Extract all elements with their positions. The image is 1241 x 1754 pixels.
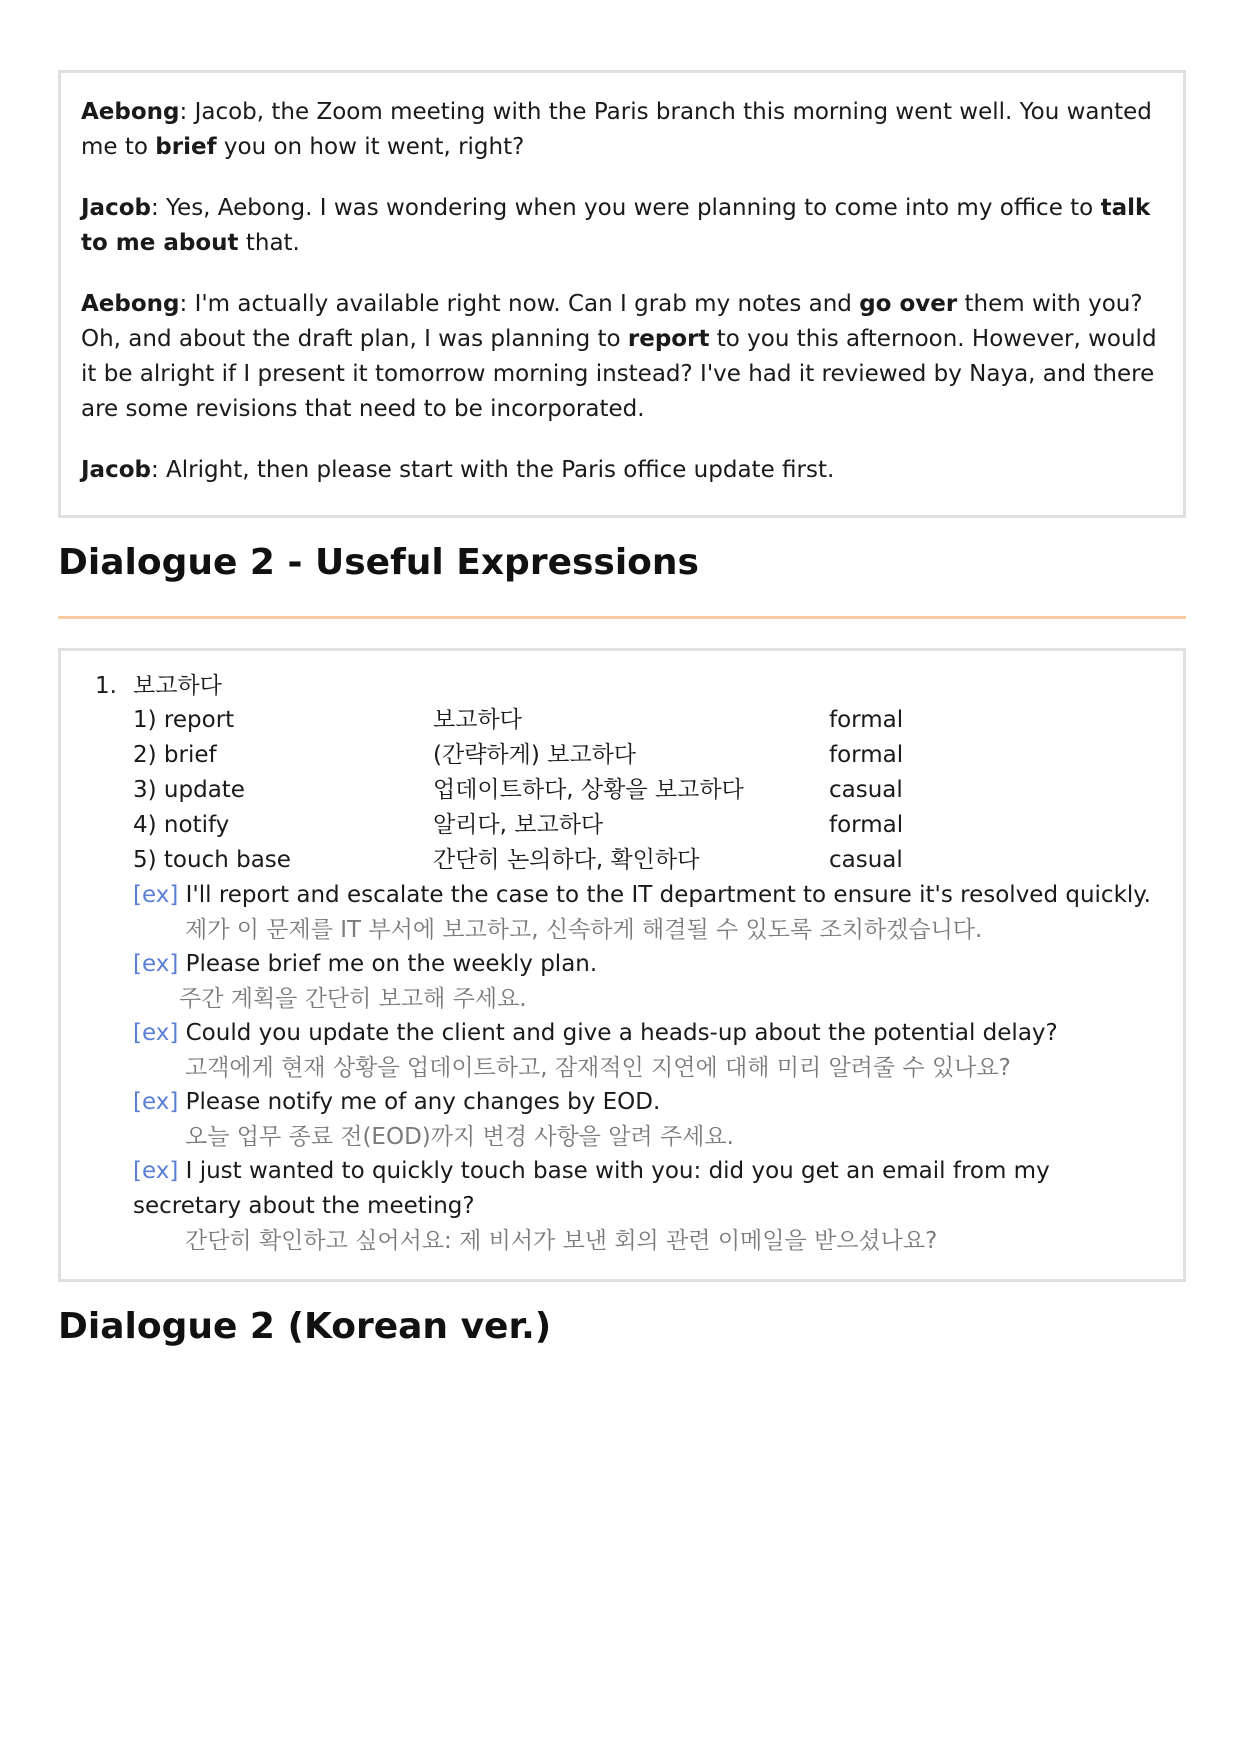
dialogue-text: to you this afternoon. However, would it be alright if I present it tomorrow morning instead? I've had it reviewed by Naya, and there are some revisions that need to be incorporated. [81, 326, 1157, 422]
key-phrase: brief [155, 134, 217, 160]
expression-heading [81, 669, 1163, 703]
expression-register: formal [829, 812, 904, 838]
example-sentence [133, 878, 1163, 947]
example-english: Please brief me on the weekly plan. [185, 951, 598, 977]
dialogue-text: that. [238, 230, 300, 256]
example-sentence [133, 1154, 1163, 1258]
expression-korean: 간단히 논의하다, 확인하다 [433, 847, 700, 873]
examples-list [81, 878, 1163, 1258]
expression-english: 5) touch base [133, 847, 291, 873]
example-korean: 간단히 확인하고 싶어서요: 제 비서가 보낸 회의 관련 이메일을 받으셨나요? [185, 1228, 938, 1254]
dialogue-text: : Yes, Aebong. I was wondering when you were planning to come into my office to [150, 195, 1101, 221]
expression-register: formal [829, 707, 904, 733]
section-title: Dialogue 2 - Useful Expressions [58, 542, 699, 583]
expression-row [133, 738, 1163, 773]
dialogue-line [81, 191, 1163, 261]
dialogue-text: : I'm actually available right now. Can I grab my notes and [179, 291, 860, 317]
section-divider [58, 616, 1186, 619]
expression-register: casual [829, 777, 903, 803]
example-english: Please notify me of any changes by EOD. [185, 1089, 661, 1115]
example-english: Could you update the client and give a heads-up about the potential delay? [185, 1020, 1058, 1046]
key-phrase: talk to me about [81, 195, 1151, 256]
example-sentence [133, 1085, 1163, 1154]
dialogue-line [81, 95, 1163, 165]
expression-row [133, 808, 1163, 843]
dialogue-box [58, 70, 1186, 518]
expression-korean: 알리다, 보고하다 [433, 812, 604, 838]
expression-korean: (간략하게) 보고하다 [433, 742, 637, 768]
expressions-box [58, 648, 1186, 1282]
example-english: I just wanted to quickly touch base with you: did you get an email from my secretary about the meeting? [133, 1158, 1050, 1219]
example-korean: 고객에게 현재 상황을 업데이트하고, 잠재적인 지연에 대해 미리 알려줄 수 있나요? [185, 1055, 1011, 1081]
dialogue-text: : Jacob, the Zoom meeting with the Paris branch this morning went well. You wanted me to [81, 99, 1152, 160]
expression-register: formal [829, 742, 904, 768]
speaker-name: Jacob [81, 195, 151, 221]
dialogue-text: you on how it went, right? [216, 134, 525, 160]
example-korean: 제가 이 문제를 IT 부서에 보고하고, 신속하게 해결될 수 있도록 조치하겠습니다. [185, 917, 983, 943]
example-tag: [ex] [133, 1020, 179, 1046]
example-korean: 주간 계획을 간단히 보고해 주세요. [179, 986, 527, 1012]
dialogue-text: : Alright, then please start with the Paris office update first. [150, 457, 835, 483]
dialogue-text: them with you? Oh, and about the draft plan, I was planning to [81, 291, 1143, 352]
expression-row [133, 843, 1163, 878]
dialogue-line [81, 453, 1163, 488]
speaker-name: Aebong [81, 99, 180, 125]
example-sentence [133, 947, 1163, 1016]
expression-korean: 업데이트하다, 상황을 보고하다 [433, 777, 744, 803]
expression-title: 보고하다 [133, 673, 222, 699]
expression-register: casual [829, 847, 903, 873]
example-tag: [ex] [133, 1089, 179, 1115]
expression-row [133, 703, 1163, 738]
expression-english: 4) notify [133, 812, 230, 838]
dialogue-line [81, 287, 1163, 427]
expression-korean: 보고하다 [433, 707, 522, 733]
key-phrase: go over [859, 291, 958, 317]
key-phrase: report [627, 326, 710, 352]
expression-english: 3) update [133, 777, 245, 803]
example-tag: [ex] [133, 1158, 179, 1184]
example-korean: 오늘 업무 종료 전(EOD)까지 변경 사항을 알려 주세요. [185, 1124, 734, 1150]
korean-version-title: Dialogue 2 (Korean ver.) [58, 1306, 552, 1347]
example-english: I'll report and escalate the case to the IT department to ensure it's resolved quickly. [185, 882, 1151, 908]
expression-table [133, 703, 1163, 878]
expression-number: 1. [95, 673, 117, 699]
speaker-name: Jacob [81, 457, 151, 483]
example-tag: [ex] [133, 951, 179, 977]
speaker-name: Aebong [81, 291, 180, 317]
example-sentence [133, 1016, 1163, 1085]
example-tag: [ex] [133, 882, 179, 908]
expression-row [133, 773, 1163, 808]
expression-english: 2) brief [133, 742, 217, 768]
expression-english: 1) report [133, 707, 235, 733]
